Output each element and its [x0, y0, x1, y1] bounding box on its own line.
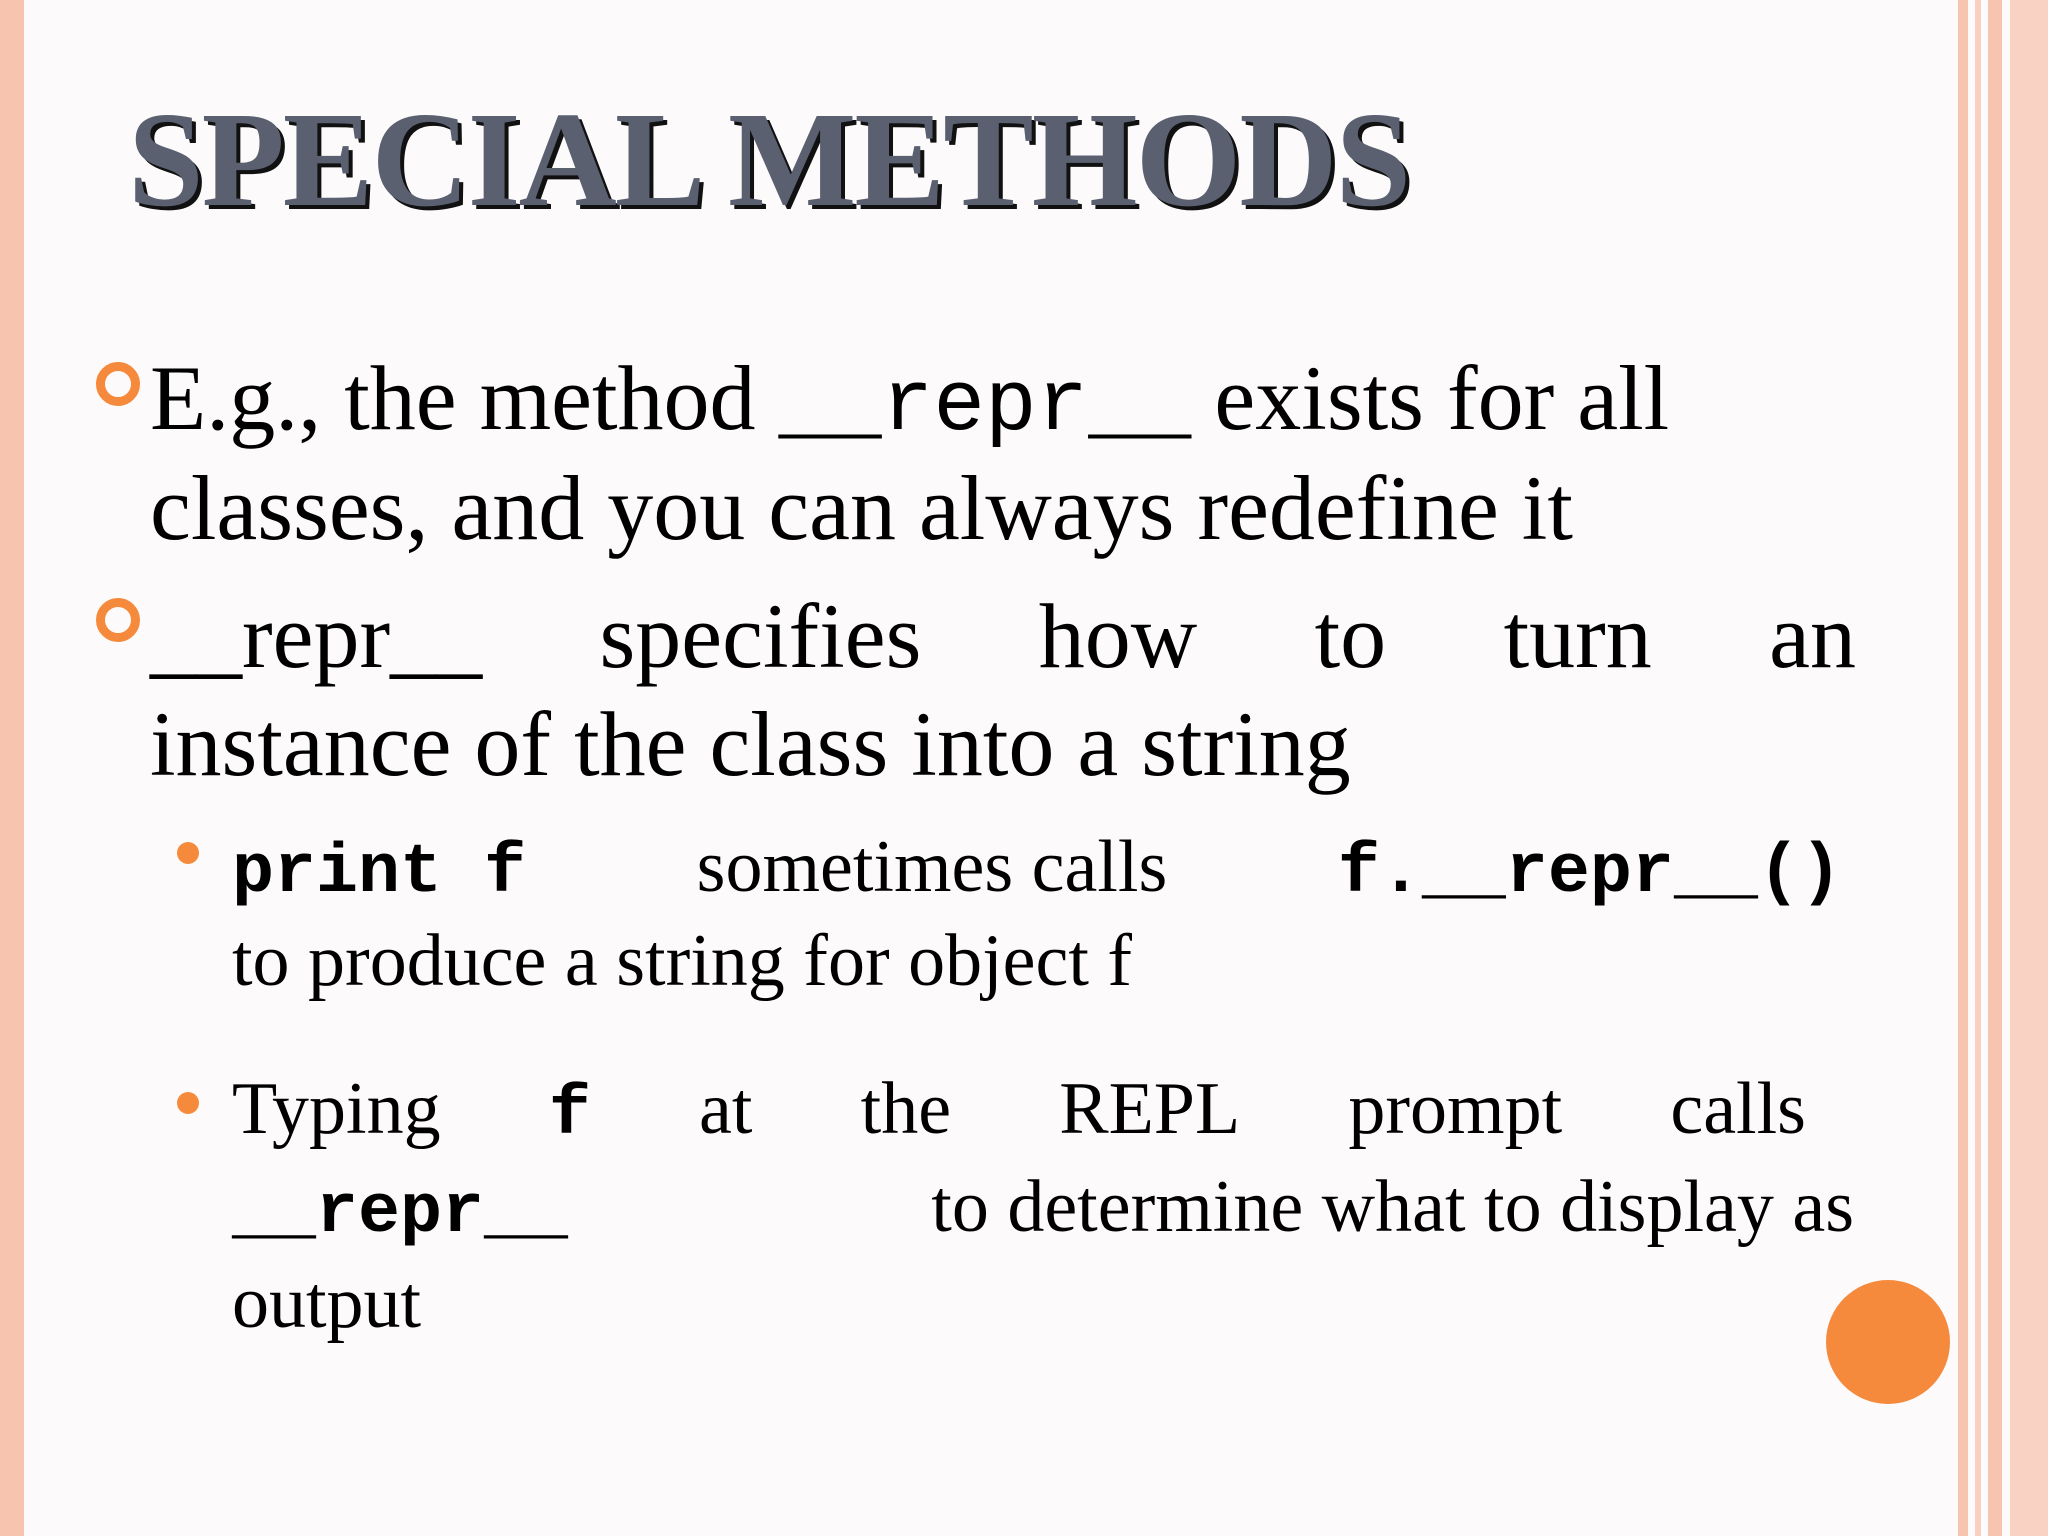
sub-bullet-1-code-print: print f [232, 834, 527, 913]
bullet-2-line-1 [150, 585, 1856, 687]
dot-bullet-icon [177, 842, 199, 864]
bullet-2-line-2: instance of the class into a string [150, 693, 1351, 795]
bullet-2-word: how [1038, 585, 1198, 687]
bullet-2-word: an [1769, 585, 1856, 687]
ring-bullet-icon [96, 598, 140, 642]
bullet-1-line-1 [150, 347, 1670, 455]
bullet-2-word: turn [1503, 585, 1652, 687]
sub-bullet-2-word: prompt [1348, 1068, 1563, 1150]
decorative-circle-icon [1826, 1280, 1950, 1404]
dot-bullet-icon [177, 1092, 199, 1114]
sub-bullet-1-line-1 [232, 826, 1842, 913]
sub-bullet-1-mid: sometimes calls [696, 826, 1168, 908]
sub-bullet-2-word: at [699, 1068, 753, 1150]
bullet-1-suffix: exists for all [1191, 347, 1670, 449]
sub-bullet-1-line-2: to produce a string for object f [232, 920, 1133, 1002]
bullet-2-word: to [1314, 585, 1387, 687]
sub-bullet-2-word: REPL [1059, 1068, 1241, 1150]
bullet-1-prefix: E.g., the method [150, 347, 779, 449]
sub-bullet-1-code-call: f.__repr__() [1337, 834, 1842, 913]
sub-bullet-2-code-repr: __repr__ [232, 1174, 569, 1253]
bullet-1-line-2: classes, and you can always redefine it [150, 457, 1573, 559]
bullet-2-word: specifies [599, 585, 922, 687]
sub-bullet-2-word: the [860, 1068, 952, 1150]
ring-bullet-icon [96, 362, 140, 406]
sub-bullet-2-line-3: output [232, 1262, 422, 1344]
sub-bullet-2-code-f: f [548, 1076, 591, 1155]
sub-bullet-2-line-1 [232, 1068, 1806, 1155]
bullet-2-word: __repr__ [150, 585, 483, 687]
sub-bullet-2-text: to determine what to display as [931, 1166, 1854, 1248]
sub-bullet-2-word: Typing [232, 1068, 441, 1150]
sub-bullet-2-line-2 [232, 1166, 1854, 1253]
sub-bullet-2-word: calls [1670, 1068, 1806, 1150]
bullet-1-code: __repr__ [778, 357, 1192, 455]
slide-title: SPECIAL METHODS [128, 85, 1410, 235]
